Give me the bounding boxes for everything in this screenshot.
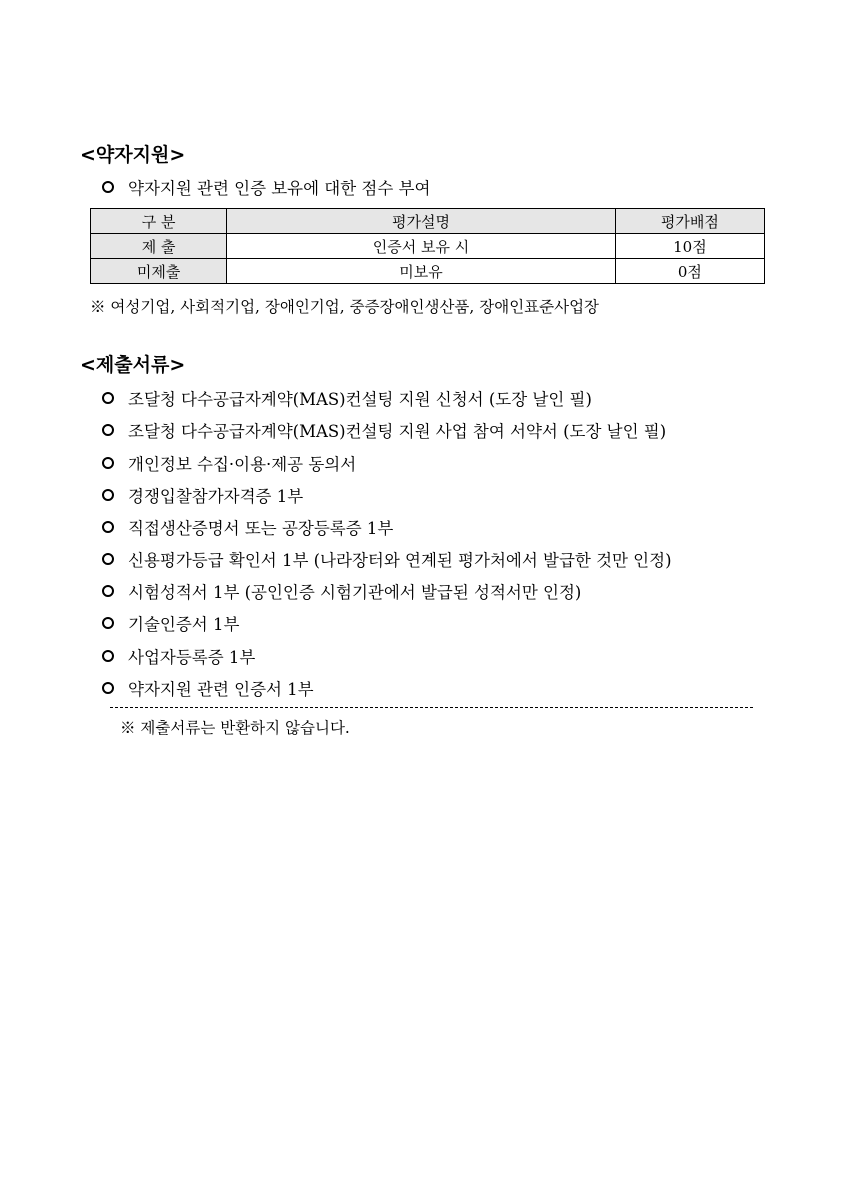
circle-bullet-icon: [102, 424, 114, 436]
document-item: [102, 515, 393, 539]
circle-bullet-icon: [102, 521, 114, 533]
document-item-text: 사업자등록증 1부: [128, 648, 256, 667]
circle-bullet-icon: [102, 585, 114, 597]
documents-note: ※ 제출서류는 반환하지 않습니다.: [120, 719, 350, 737]
table-header-cell: 평가설명: [227, 209, 616, 234]
document-item: [102, 451, 356, 475]
table-cell: 미제출: [91, 259, 227, 284]
circle-bullet-icon: [102, 392, 114, 404]
table-cell: 10점: [615, 234, 764, 259]
circle-bullet-icon: [102, 650, 114, 662]
support-note: ※ 여성기업, 사회적기업, 장애인기업, 중증장애인생산품, 장애인표준사업장: [90, 298, 600, 316]
circle-bullet-icon: [102, 617, 114, 629]
document-item: [102, 547, 672, 571]
document-item: [102, 579, 581, 603]
table-header-cell: 구 분: [91, 209, 227, 234]
document-item: [102, 386, 592, 410]
table-cell: 미보유: [227, 259, 616, 284]
document-item: [102, 483, 303, 507]
document-item-text: 시험성적서 1부 (공인인증 시험기관에서 발급된 성적서만 인정): [128, 583, 582, 602]
table-row: [91, 259, 765, 284]
section-title-support: <약자지원>: [80, 144, 186, 166]
table-header-row: [91, 209, 765, 234]
table-cell: 인증서 보유 시: [227, 234, 616, 259]
circle-bullet-icon: [102, 682, 114, 694]
circle-bullet-icon: [102, 457, 114, 469]
table-cell: 제 출: [91, 234, 227, 259]
table-header-cell: 평가배점: [615, 209, 764, 234]
document-item-text: 약자지원 관련 인증서 1부: [128, 680, 314, 699]
document-item-text: 경쟁입찰참가자격증 1부: [128, 487, 304, 506]
circle-bullet-icon: [102, 553, 114, 565]
document-item: [102, 644, 255, 668]
circle-bullet-icon: [102, 489, 114, 501]
document-item-text: 직접생산증명서 또는 공장등록증 1부: [128, 519, 394, 538]
table-cell: 0점: [615, 259, 764, 284]
document-item-text: 신용평가등급 확인서 1부 (나라장터와 연계된 평가처에서 발급한 것만 인정): [128, 551, 672, 570]
document-item: [102, 418, 666, 442]
document-item-text: 조달청 다수공급자계약(MAS)컨설팅 지원 신청서 (도장 날인 필): [128, 390, 592, 409]
table-row: [91, 234, 765, 259]
document-item-text: 개인정보 수집·이용·제공 동의서: [128, 455, 357, 474]
document-item-text: 기술인증서 1부: [128, 615, 240, 634]
score-table: [90, 208, 765, 284]
support-bullet-text: 약자지원 관련 인증 보유에 대한 점수 부여: [128, 179, 431, 198]
section-title-documents: <제출서류>: [80, 354, 186, 376]
support-bullet-line: [102, 175, 430, 199]
document-item: [102, 676, 314, 700]
circle-bullet-icon: [102, 181, 114, 193]
dashed-divider: [110, 707, 753, 708]
document-item: [102, 611, 239, 635]
document-item-text: 조달청 다수공급자계약(MAS)컨설팅 지원 사업 참여 서약서 (도장 날인 필): [128, 422, 667, 441]
